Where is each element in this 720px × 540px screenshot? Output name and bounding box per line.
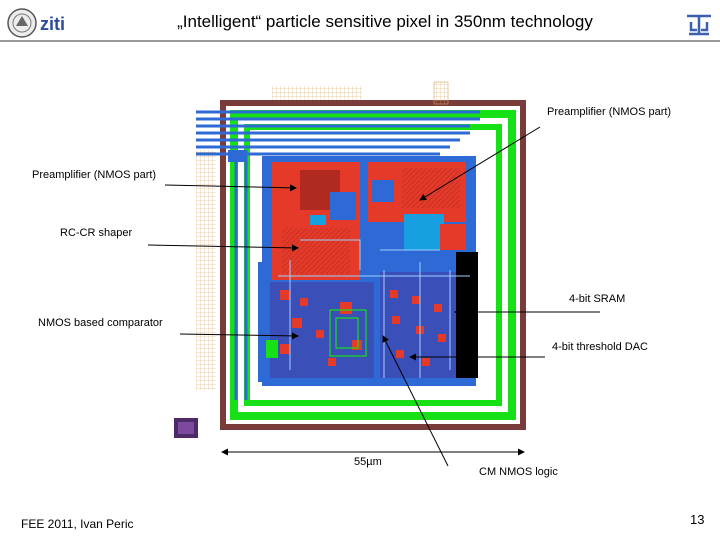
label-comparator: NMOS based comparator	[38, 317, 163, 329]
label-scale: 55µm	[354, 456, 382, 468]
page-number: 13	[690, 512, 705, 527]
label-sram: 4-bit SRAM	[569, 293, 626, 305]
label-cm-logic: CM NMOS logic	[479, 466, 558, 478]
footer-text: FEE 2011, Ivan Peric	[21, 517, 134, 531]
routing-grid-top	[272, 86, 362, 102]
label-shaper: RC-CR shaper	[60, 227, 133, 239]
slide-title: „Intelligent“ particle sensitive pixel in 350nm technology	[177, 12, 593, 31]
label-preamp-right: Preamplifier (NMOS part)	[547, 106, 672, 118]
via-cluster	[228, 150, 246, 162]
label-dac: 4-bit threshold DAC	[552, 341, 648, 353]
label-preamp-left: Preamplifier (NMOS part)	[32, 169, 157, 181]
ziti-wordmark: ziti	[40, 14, 65, 34]
